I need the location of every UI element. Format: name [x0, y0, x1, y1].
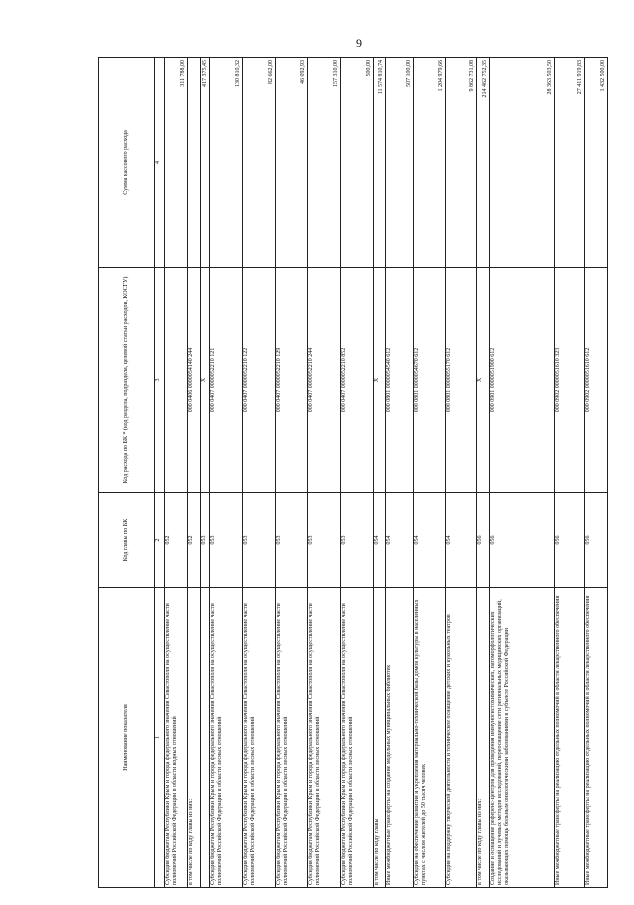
row-summa-cell: [188, 58, 201, 268]
row-glava-cell: 053: [243, 493, 276, 588]
row-kod-cell: 000 0407 0000052210 129: [275, 268, 308, 493]
row-name-cell: в том числе по коду главы из них:: [477, 588, 490, 888]
row-glava-cell: 056: [489, 493, 554, 588]
row-kod-cell: 000 0801 0000055170 612: [445, 268, 477, 493]
row-summa-cell: 9 862 731,08: [445, 58, 477, 268]
table-row: [243, 58, 276, 888]
row-summa-cell: 507 100,00: [386, 58, 413, 268]
header-name: Наименование показателя: [99, 588, 155, 888]
row-kod-cell: X: [477, 268, 490, 493]
row-glava-cell: 054: [413, 493, 445, 588]
row-name-cell: Субсидия бюджетам Республики Крым и города федерального значения Севастополя на осуществление части полномочий Российской Федерации в области лесных отношений: [243, 588, 276, 888]
row-kod-cell: 000 0407 0000052210 244: [308, 268, 341, 493]
row-kod-cell: 000 0406 0000054140 244: [188, 268, 201, 493]
row-kod-cell: X: [373, 268, 386, 493]
table-body: [165, 58, 608, 888]
row-glava-cell: 056: [555, 493, 585, 588]
row-glava-cell: 053: [210, 493, 243, 588]
table-row: [489, 58, 554, 888]
row-summa-cell: 82 662,00: [243, 58, 276, 268]
row-name-cell: Субсидия бюджетам Республики Крым и города федерального значения Севастополя на осуществление части полномочий Российской Федерации в области лесных отношений: [341, 588, 374, 888]
table-row: [188, 58, 201, 888]
table-row: [373, 58, 386, 888]
index-cell: 4: [155, 58, 165, 268]
row-glava-cell: 056: [584, 493, 607, 588]
row-name-cell: в том числе по коду главы: [373, 588, 386, 888]
row-kod-cell: 000 0801 0000054670 612: [413, 268, 445, 493]
row-name-cell: в том числе по коду главы из них:: [188, 588, 201, 888]
row-kod-cell: 000 0407 0000052210 121: [210, 268, 243, 493]
row-summa-cell: 311 788,00: [165, 58, 188, 268]
row-name-cell: Субсидия бюджетам Республики Крым и города федерального значения Севастополя на осуществление части полномочий Российской Федерации в области лесных отношений: [210, 588, 243, 888]
row-kod-cell: [165, 268, 188, 493]
row-summa-cell: 46 092,93: [275, 58, 308, 268]
table-row: [210, 58, 243, 888]
row-kod-cell: 000 0407 0000052210 852: [341, 268, 374, 493]
row-name-cell: Субсидия бюджетам Республики Крым и города федерального значения Севастополя на осуществление части полномочий Российской Федерации в области водных отношений: [165, 588, 188, 888]
row-name-cell: Создание и оснащение референс-центров для проведения иммуногистохимических, патоморфологических исследований и лучевых методов исследований, переоснащение сети региональных медицинских организаций, оказывающих помощь больным онкологическими заболеваниями в субъекте Российской Федерации: [489, 588, 554, 888]
row-glava-cell: 053: [275, 493, 308, 588]
row-kod-cell: 000 0902 0000051610 612: [584, 268, 607, 493]
row-glava-cell: 056: [477, 493, 490, 588]
table-row: [165, 58, 188, 888]
index-cell: 1: [155, 588, 165, 888]
row-name-cell: [200, 588, 209, 888]
table-row: [413, 58, 445, 888]
table-row: [308, 58, 341, 888]
row-glava-cell: 054: [445, 493, 477, 588]
row-glava-cell: 054: [373, 493, 386, 588]
row-glava-cell: 053: [341, 493, 374, 588]
row-glava-cell: 052: [188, 493, 201, 588]
row-summa-cell: 27 411 919,83: [555, 58, 585, 268]
table-row: [477, 58, 490, 888]
table-row: [584, 58, 607, 888]
table-row: [386, 58, 413, 888]
page-number: 9: [356, 36, 362, 50]
row-name-cell: Иные межбюджетные трансферты на создание модельных муниципальных библиотек: [386, 588, 413, 888]
row-summa-cell: 1 432 500,00: [584, 58, 607, 268]
row-summa-cell: 214 462 752,35: [477, 58, 490, 268]
row-summa-cell: 157 310,00: [308, 58, 341, 268]
row-kod-cell: X: [200, 268, 209, 493]
row-name-cell: Субсидия на поддержку творческой деятельности и техническое оснащение детских и кукольных театров: [445, 588, 477, 888]
index-cell: 2: [155, 493, 165, 588]
index-cell: 3: [155, 268, 165, 493]
row-kod-cell: 000 0901 0000051900 612: [489, 268, 554, 493]
row-summa-cell: 1 204 979,66: [413, 58, 445, 268]
header-glava: Код главы по БК: [99, 493, 155, 588]
row-glava-cell: 054: [386, 493, 413, 588]
table-row: [341, 58, 374, 888]
row-kod-cell: 000 0801 0000054540 612: [386, 268, 413, 493]
row-summa-cell: 28 363 503,50: [489, 58, 554, 268]
row-glava-cell: 053: [308, 493, 341, 588]
row-summa-cell: 130 810,32: [210, 58, 243, 268]
row-summa-cell: 11 574 810,74: [373, 58, 386, 268]
row-glava-cell: 053: [200, 493, 209, 588]
row-kod-cell: 000 0407 0000052210 122: [243, 268, 276, 493]
row-kod-cell: 000 0902 0000051610 323: [555, 268, 585, 493]
table-row: [200, 58, 209, 888]
header-summa: Сумма кассового расхода: [99, 58, 155, 268]
header-kod: Код расхода по БК * (код раздела, подраздела, целевой статьи расходов, КОСГУ): [99, 268, 155, 493]
rotated-table-container: [98, 58, 608, 888]
row-name-cell: Субсидия бюджетам Республики Крым и города федерального значения Севастополя на осуществление части полномочий Российской Федерации в области лесных отношений: [275, 588, 308, 888]
table-row: [275, 58, 308, 888]
row-name-cell: Субсидия на обеспечение развития и укрепления материально-технической базы домов культуры в населенных пунктах с числом жителей до 50 тысяч человек: [413, 588, 445, 888]
row-name-cell: Иные межбюджетные трансферты на реализацию отдельных полномочий в области лекарственного обеспечения: [555, 588, 585, 888]
row-summa-cell: 417 375,45: [200, 58, 209, 268]
row-name-cell: Субсидия бюджетам Республики Крым и города федерального значения Севастополя на осуществление части полномочий Российской Федерации в области лесных отношений: [308, 588, 341, 888]
row-name-cell: Иные межбюджетные трансферты на реализацию отдельных полномочий в области лекарственного обеспечения: [584, 588, 607, 888]
row-glava-cell: 052: [165, 493, 188, 588]
table-row: [445, 58, 477, 888]
table-row: [555, 58, 585, 888]
row-summa-cell: 500,00: [341, 58, 374, 268]
expense-table: [98, 57, 608, 888]
